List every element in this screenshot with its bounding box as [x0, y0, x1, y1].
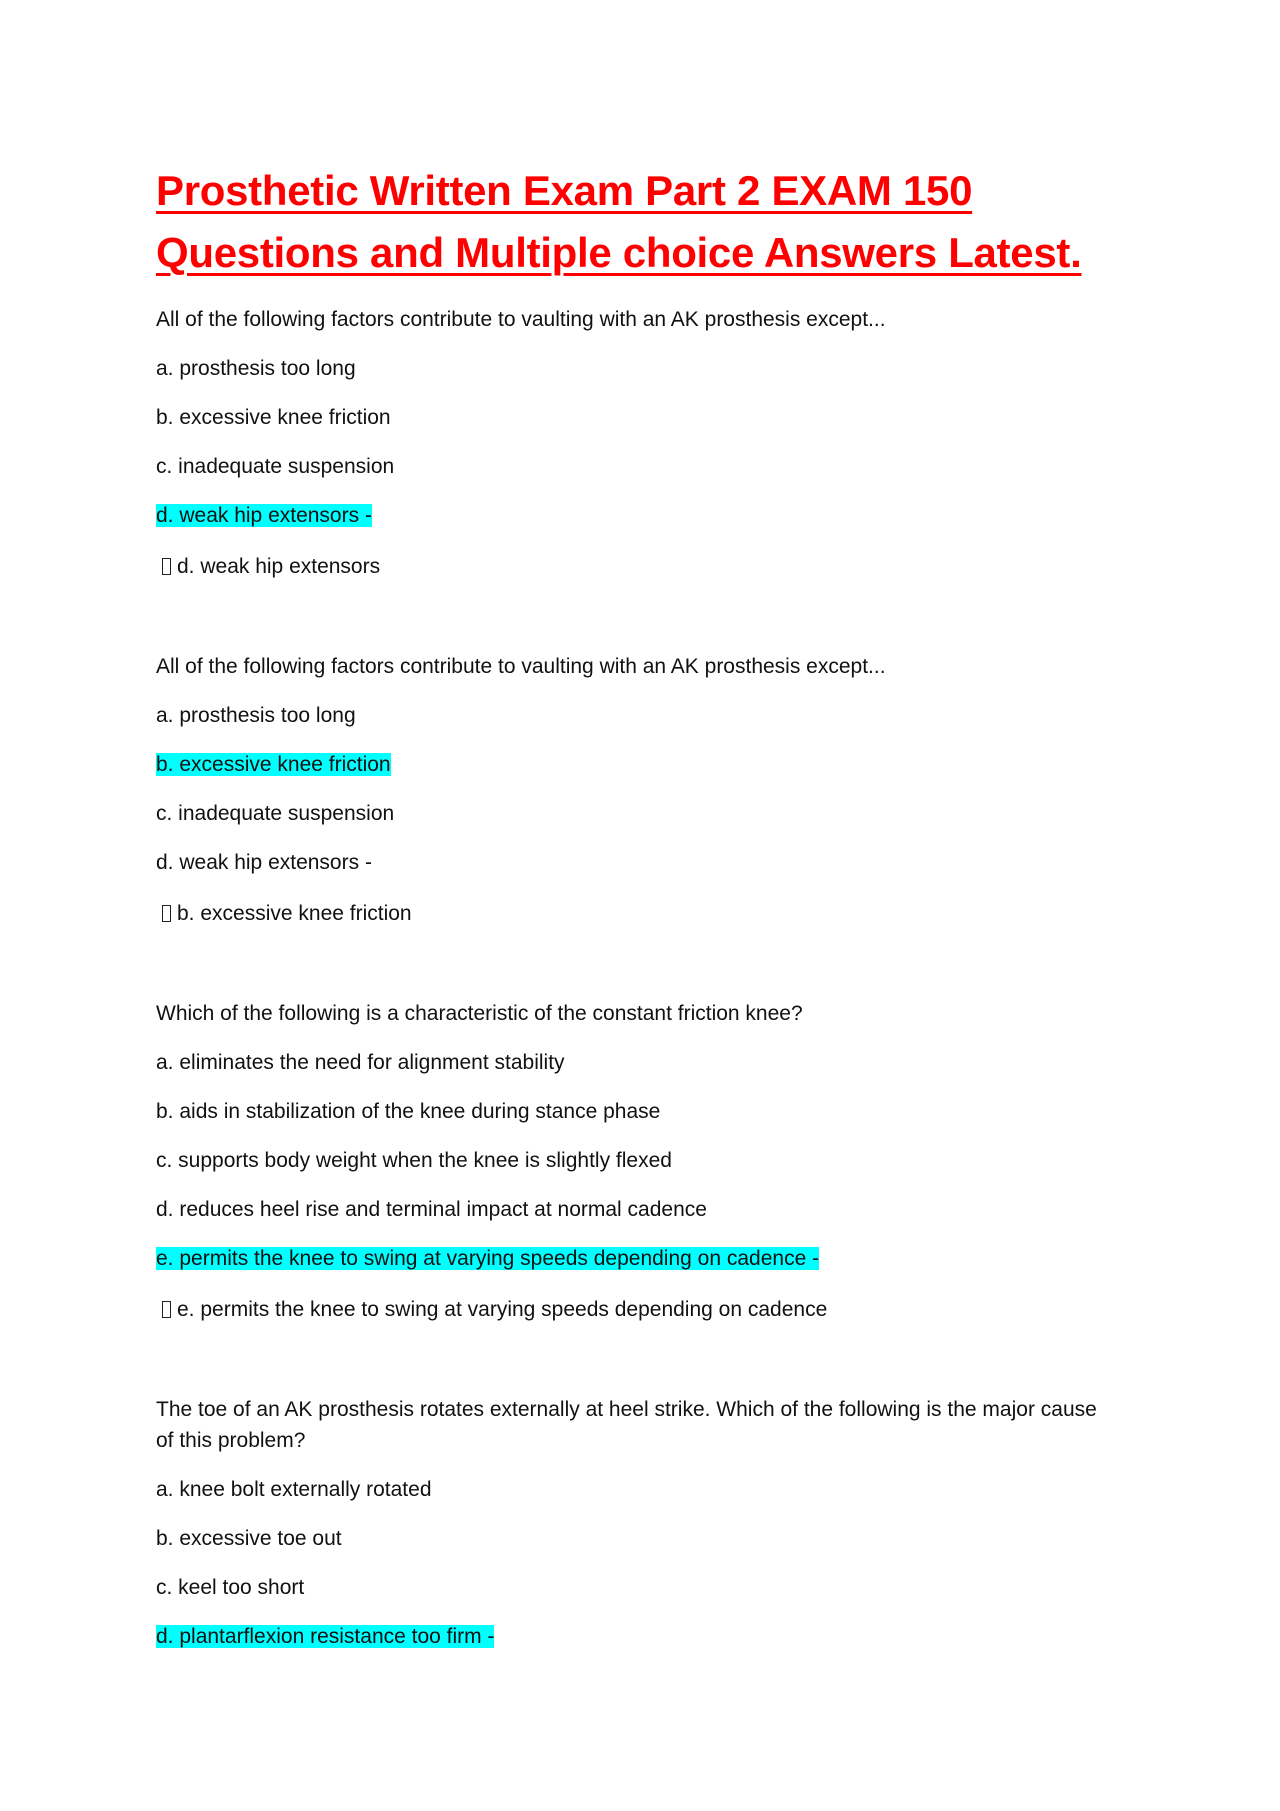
option-text: a. prosthesis too long — [156, 704, 356, 727]
option-text: d. reduces heel rise and terminal impact at normal cadence — [156, 1198, 707, 1221]
question-block — [156, 998, 1116, 1394]
question-text: All of the following factors contribute to vaulting with an AK prosthesis except... — [156, 308, 886, 331]
question-text: All of the following factors contribute to vaulting with an AK prosthesis except... — [156, 655, 886, 678]
highlighted-option-text: b. excessive knee friction — [156, 753, 391, 776]
answer-text: e. permits the knee to swing at varying speeds depending on cadence — [177, 1298, 828, 1321]
answer-text: d. weak hip extensors — [177, 555, 381, 578]
answer-text: b. excessive knee friction — [177, 902, 412, 925]
option-text: c. inadequate suspension — [156, 802, 395, 825]
option-text: b. aids in stabilization of the knee during stance phase — [156, 1100, 661, 1123]
option-item — [156, 353, 1116, 384]
highlighted-option-text: e. permits the knee to swing at varying speeds depending on cadence - — [156, 1247, 820, 1270]
option-text: b. excessive toe out — [156, 1527, 342, 1550]
document-title-line-2: Questions and Multiple choice Answers Latest. — [156, 229, 1082, 276]
option-item — [156, 1096, 1116, 1127]
option-text: d. weak hip extensors - — [156, 851, 372, 874]
missing-glyph-box-icon — [162, 558, 171, 575]
option-text: b. excessive knee friction — [156, 406, 391, 429]
option-text: c. keel too short — [156, 1576, 305, 1599]
option-item — [156, 1047, 1116, 1078]
question-text: The toe of an AK prosthesis rotates externally at heel strike. Which of the following is the major cause of this problem? — [156, 1398, 1097, 1452]
option-item — [156, 451, 1116, 482]
option-item — [156, 1572, 1116, 1603]
option-item — [156, 1621, 1116, 1652]
missing-glyph-box-icon — [162, 1301, 171, 1318]
option-item — [156, 749, 1116, 780]
document-title-line-1: Prosthetic Written Exam Part 2 EXAM 150 — [156, 167, 973, 214]
question-block — [156, 651, 1116, 998]
questions-list — [156, 304, 1116, 1652]
highlighted-option-text: d. weak hip extensors - — [156, 504, 372, 527]
option-item — [156, 1194, 1116, 1225]
question-block — [156, 304, 1116, 651]
option-item — [156, 700, 1116, 731]
option-text: c. supports body weight when the knee is slightly flexed — [156, 1149, 672, 1172]
missing-glyph-box-icon — [162, 905, 171, 922]
answer-line — [156, 898, 1116, 929]
question-block — [156, 1394, 1116, 1652]
option-item — [156, 1474, 1116, 1505]
highlighted-option-text: d. plantarflexion resistance too firm - — [156, 1625, 495, 1648]
document-title — [156, 160, 1116, 284]
option-text: a. prosthesis too long — [156, 357, 356, 380]
option-item — [156, 847, 1116, 878]
option-text: a. knee bolt externally rotated — [156, 1478, 432, 1501]
option-item — [156, 798, 1116, 829]
question-text: Which of the following is a characteristic of the constant friction knee? — [156, 1002, 803, 1025]
option-item — [156, 1243, 1116, 1274]
answer-line — [156, 1294, 1116, 1325]
option-item — [156, 1523, 1116, 1554]
document-page — [156, 0, 1116, 1652]
answer-line — [156, 551, 1116, 582]
option-item — [156, 1145, 1116, 1176]
option-text: c. inadequate suspension — [156, 455, 395, 478]
option-item — [156, 402, 1116, 433]
option-text: a. eliminates the need for alignment stability — [156, 1051, 565, 1074]
option-item — [156, 500, 1116, 531]
